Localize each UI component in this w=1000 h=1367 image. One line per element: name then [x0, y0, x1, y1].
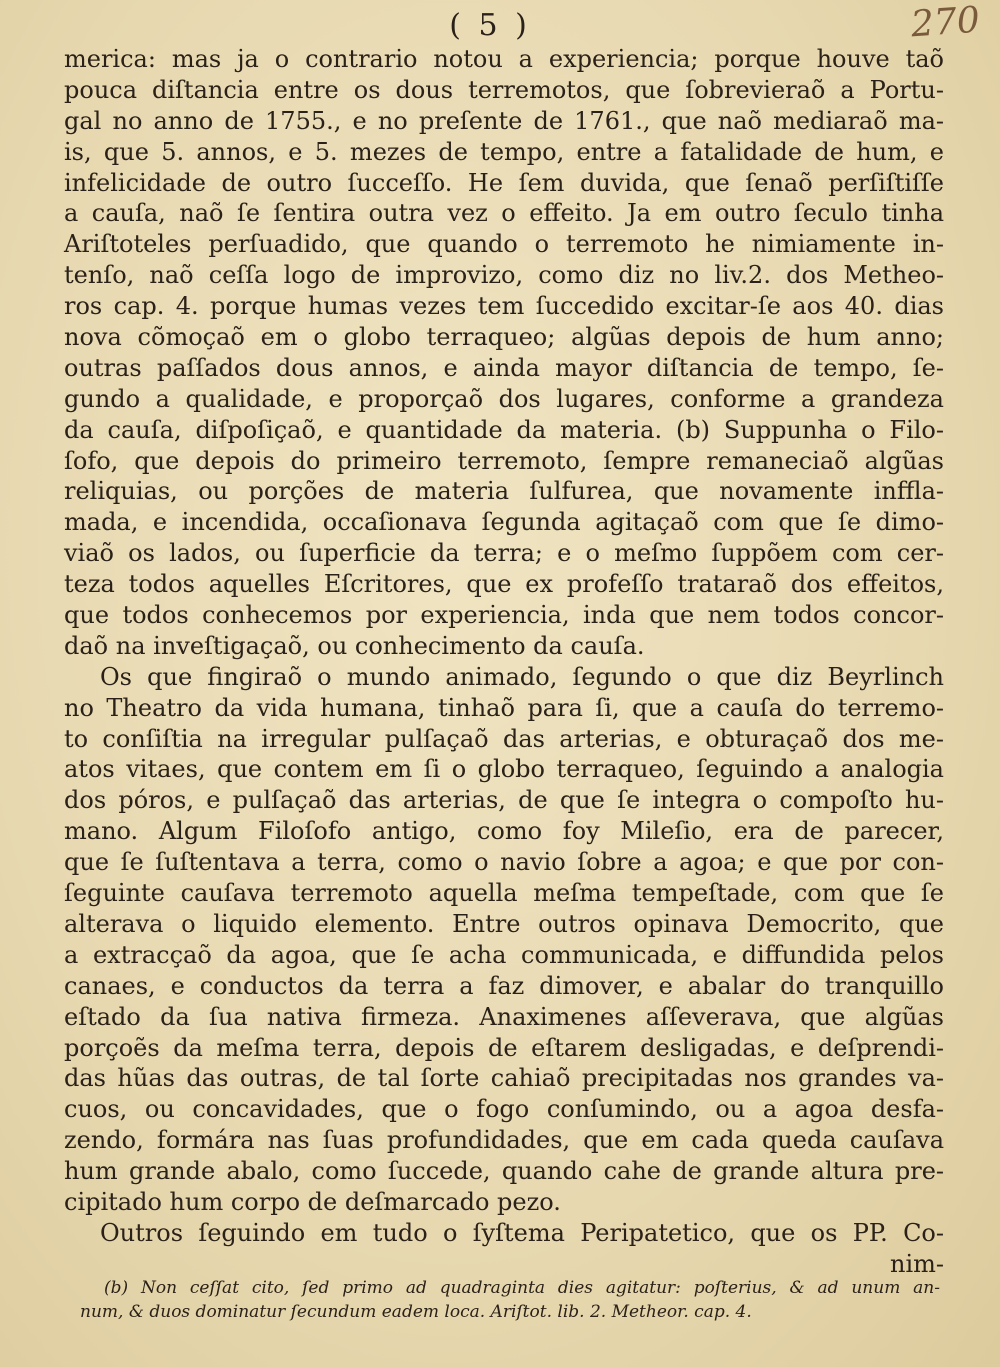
body-line: ros cap. 4. porque humas vezes tem ſuccedido excitar-ſe aos 40. dias	[64, 292, 944, 321]
body-line: infelicidade de outro ſucceſſo. He ſem duvida, que ſenaõ perſiſtiſſe	[64, 168, 944, 197]
body-line: viaõ os lados, ou ſuperficie da terra; e o meſmo ſuppõem com cer-	[64, 539, 944, 568]
body-line: pouca diſtancia entre os dous terremotos, que ſobrevieraõ a Portu-	[64, 75, 944, 104]
body-line: no Theatro da vida humana, tinhaõ para ſi, que a cauſa do terremo-	[64, 693, 944, 722]
body-line: porçoẽs da meſma terra, depois de eſtarem desligadas, e deſprendi-	[64, 1033, 944, 1062]
body-line: reliquias, ou porções de materia ſulfurea, que novamente inffla-	[64, 477, 944, 506]
body-line: que todos conhecemos por experiencia, inda que nem todos concor-	[64, 601, 944, 630]
handwritten-folio-number: 270	[909, 0, 982, 46]
body-line: que ſe ſuſtentava a terra, como o navio ſobre a agoa; e que por con-	[64, 848, 944, 877]
body-line: ſeguinte cauſava terremoto aquella meſma tempeſtade, com que ſe	[64, 879, 944, 908]
body-line: hum grande abalo, como ſuccede, quando cahe de grande altura pre-	[64, 1157, 944, 1186]
body-line: das hũas das outras, de tal ſorte cahiaõ precipitadas nos grandes va-	[64, 1064, 944, 1093]
body-line: mano. Algum Filoſofo antigo, como foy Mileſio, era de parecer,	[64, 817, 944, 846]
body-line: cipitado hum corpo de deſmarcado pezo.	[64, 1187, 561, 1216]
body-line: a cauſa, naõ ſe ſentira outra vez o effeito. Ja em outro ſeculo tinha	[64, 199, 944, 228]
body-text	[64, 44, 944, 1280]
body-line: nova cõmoçaõ em o globo terraqueo; algũas depois de hum anno;	[64, 323, 944, 352]
body-line: zendo, formára nas ſuas profundidades, que em cada queda cauſava	[64, 1126, 944, 1155]
body-line: gal no anno de 1755., e no preſente de 1761., que naõ mediaraõ ma-	[64, 106, 944, 135]
body-line: da cauſa, diſpoſiçaõ, e quantidade da materia. (b) Suppunha o Filo-	[64, 415, 944, 444]
body-line: canaes, e conductos da terra a faz dimover, e abalar do tranquillo	[64, 971, 944, 1000]
body-line: is, que 5. annos, e 5. mezes de tempo, entre a fatalidade de hum, e	[64, 137, 944, 166]
body-line: eſtado da ſua nativa firmeza. Anaximenes aſſeverava, que algũas	[64, 1002, 944, 1031]
footnote-line: num, & duos dominatur ſecundum eadem loca. Ariſtot. lib. 2. Metheor. cap. 4.	[80, 1302, 752, 1322]
footnote	[80, 1276, 940, 1324]
body-line: alterava o liquido elemento. Entre outros opinava Democrito, que	[64, 909, 944, 938]
footnote-line: (b) Non ceſſat cito, ſed primo ad quadraginta dies agitatur: poſterius, & ad unum an-	[104, 1278, 940, 1298]
body-line: Ariſtoteles perſuadido, que quando o terremoto he nimiamente in-	[64, 230, 944, 259]
body-line: dos póros, e pulſaçaõ das arterias, de que ſe integra o compoſto hu-	[64, 786, 944, 815]
body-line: tenſo, naõ ceſſa logo de improvizo, como diz no liv.2. dos Metheo-	[64, 261, 944, 290]
catchword-line: nim-	[890, 1249, 944, 1278]
body-line: mada, e incendida, occaſionava ſegunda agitaçaõ com que ſe dimo-	[64, 508, 944, 537]
body-line: daõ na inveſtigaçaõ, ou conhecimento da cauſa.	[64, 631, 645, 660]
body-line: atos vitaes, que contem em ſi o globo terraqueo, ſeguindo a analogia	[64, 755, 944, 784]
page-number: ( 5 )	[449, 8, 531, 43]
body-line: gundo a qualidade, e proporçaõ dos lugares, conforme a grandeza	[64, 384, 944, 413]
body-line: a extracçaõ da agoa, que ſe acha communicada, e diffundida pelos	[64, 940, 944, 969]
body-line: merica: mas ja o contrario notou a experiencia; porque houve taõ	[64, 45, 944, 73]
body-line: teza todos aquelles Eſcritores, que ex profeſſo trataraõ dos effeitos,	[64, 570, 944, 599]
body-line: cuos, ou concavidades, que o fogo conſumindo, ou a agoa desfa-	[64, 1095, 944, 1124]
paragraph-start-line: Os que fingiraõ o mundo animado, ſegundo o que diz Beyrlinch	[100, 662, 944, 691]
body-line: to conſiſtia na irregular pulſaçaõ das arterias, e obturaçaõ dos me-	[64, 724, 944, 753]
body-line: outras paſſados dous annos, e ainda mayor diſtancia de tempo, ſe-	[64, 353, 944, 382]
paragraph-start-line: Outros ſeguindo em tudo o ſyſtema Peripatetico, que os PP. Co-	[100, 1218, 944, 1247]
body-line: ſofo, que depois do primeiro terremoto, ſempre remaneciaõ algũas	[64, 446, 944, 475]
